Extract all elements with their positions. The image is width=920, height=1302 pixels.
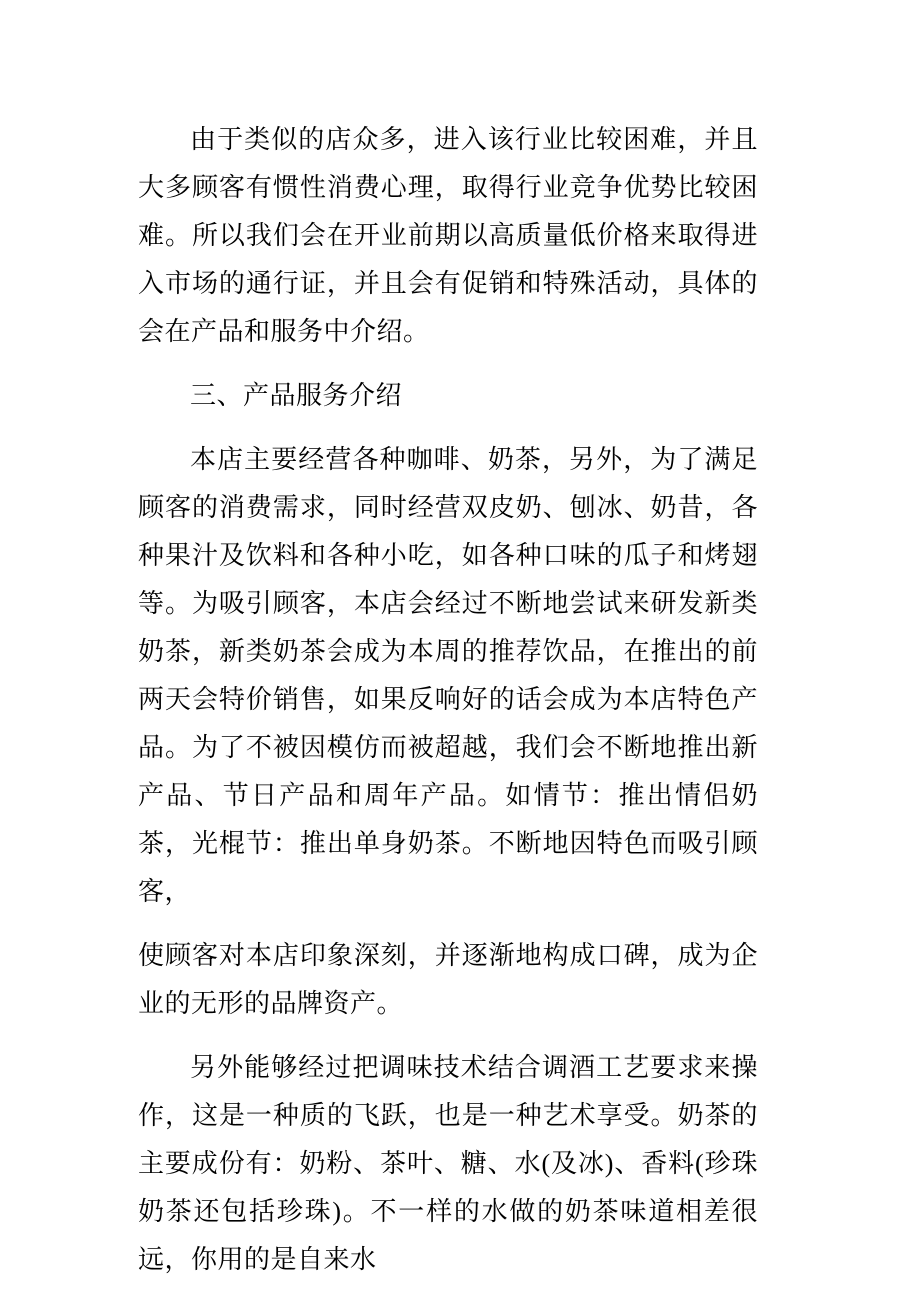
paragraph-milktea-ingredients: 另外能够经过把调味技术结合调酒工艺要求来操作，这是一种质的飞跃，也是一种艺术享受。奶茶的主要成份有：奶粉、茶叶、糖、水(及冰)、香料(珍珠奶茶还包括珍珠)。不一样的水做的奶茶味道相差很远，你用的是自来水 [138,1053,758,1274]
paragraph-brand-impression: 使顾客对本店印象深刻，并逐渐地构成口碑，成为企业的无形的品牌资产。 [138,941,758,1018]
paragraph-market-entry: 由于类似的店众多，进入该行业比较困难，并且大多顾客有惯性消费心理，取得行业竞争优势比较困难。所以我们会在开业前期以高质量低价格来取得进入市场的通行证，并且会有促销和特殊活动，具体的会在产品和服务中介绍。 [138,125,758,346]
paragraph-products-overview: 本店主要经营各种咖啡、奶茶，另外，为了满足顾客的消费需求，同时经营双皮奶、刨冰、奶昔，各种果汁及饮料和各种小吃，如各种口味的瓜子和烤翅等。为吸引顾客，本店会经过不断地尝试来研发新类奶茶，新类奶茶会成为本周的推荐饮品，在推出的前两天会特价销售，如果反响好的话会成为本店特色产品。为了不被因模仿而被超越，我们会不断地推出新产品、节日产品和周年产品。如情节：推出情侣奶茶，光棍节：推出单身奶茶。不断地因特色而吸引顾客， [138,445,758,906]
section-heading-product-services: 三、产品服务介绍 [190,381,403,410]
